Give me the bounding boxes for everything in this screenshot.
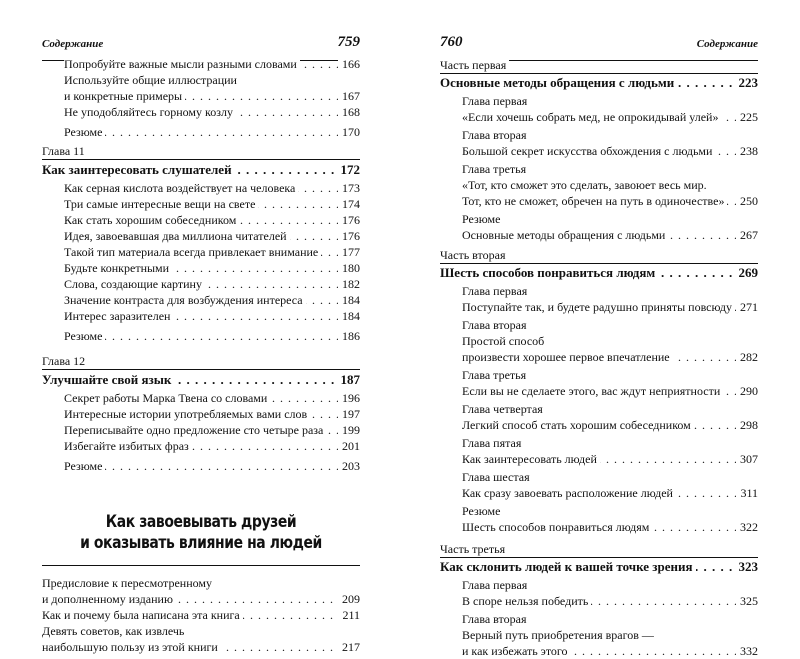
chapter-label: Глава вторая: [462, 127, 758, 143]
toc-entry: . . . Основные методы обращения с людьми 267: [462, 227, 758, 243]
right-page: [440, 0, 758, 658]
chapter-label: Глава шестая: [462, 469, 758, 485]
toc-entry: . . . Интересные истории употребляемых вами слов 197: [64, 406, 360, 422]
book-title-line1: Как завоевывать друзей: [105, 512, 297, 532]
toc-entry: . . . Резюме 170: [64, 124, 360, 140]
chapter-title: . . . Как заинтересовать слушателей 172: [42, 162, 360, 178]
divider: [42, 369, 360, 370]
chapter-label: Глава пятая: [462, 435, 758, 451]
toc-entry: . . . Как стать хорошим собеседником 176: [64, 212, 360, 228]
book-title-line2: и оказывать влияние на людей: [80, 533, 322, 553]
left-page: [42, 0, 360, 654]
toc-entry: . . . Легкий способ стать хорошим собеседником 298: [462, 417, 758, 433]
toc-entry: Предисловие к пересмотренному: [42, 575, 360, 591]
divider: [42, 159, 360, 160]
toc-entry: . . . Не уподобляйтесь горному козлу 168: [64, 104, 360, 120]
divider: [440, 73, 758, 74]
part-label: Часть вторая: [440, 247, 758, 263]
toc-entry: . . . Избегайте избитых фраз 201: [64, 438, 360, 454]
toc-entry: . . . Большой секрет искусства обхождения с людьми 238: [462, 143, 758, 159]
toc-entry: . . . Как серная кислота воздействует на человека 173: [64, 180, 360, 196]
chapter-label: Глава третья: [462, 161, 758, 177]
part-label: Часть первая: [440, 57, 758, 73]
divider: [440, 557, 758, 558]
toc-entry: Верный путь приобретения врагов —: [462, 627, 758, 643]
toc-entry: . . . и конкретные примеры 167: [64, 88, 360, 104]
toc-entry: . . . наибольшую пользу из этой книги 217: [42, 639, 360, 655]
toc-entry: . . . Идея, завоевавшая два миллиона читателей 176: [64, 228, 360, 244]
chapter-label: Резюме: [462, 503, 758, 519]
part-title: . . . Шесть способов понравиться людям 269: [440, 265, 758, 281]
divider: [440, 263, 758, 264]
chapter-label: Глава вторая: [462, 317, 758, 333]
part-title: . . . Как склонить людей к вашей точке зрения 323: [440, 559, 758, 575]
part-label: Часть третья: [440, 541, 758, 557]
chapter-title: . . . Улучшайте свой язык 187: [42, 372, 360, 388]
page-number: 760: [440, 34, 463, 50]
chapter-label: Глава вторая: [462, 611, 758, 627]
toc-entry: . . . Резюме 203: [64, 458, 360, 474]
toc-entry: . . . Резюме 186: [64, 328, 360, 344]
chapter-label: Резюме: [462, 211, 758, 227]
toc-entry: . . . Будьте конкретными 180: [64, 260, 360, 276]
chapter-label: Глава четвертая: [462, 401, 758, 417]
toc-entry: . . . Если вы не сделаете этого, вас ждут неприятности 290: [462, 383, 758, 399]
toc-entry: . . . Секрет работы Марка Твена со словами 196: [64, 390, 360, 406]
toc-entry: Простой способ: [462, 333, 758, 349]
toc-entry: . . . Как сразу завоевать расположение людей 311: [462, 485, 758, 501]
toc-entry: . . . Поступайте так, и будете радушно приняты повсюду 271: [462, 299, 758, 315]
toc-entry: . . . Слова, создающие картину 182: [64, 276, 360, 292]
toc-entry: . . . Интерес заразителен 184: [64, 308, 360, 324]
chapter-label: Глава 11: [42, 143, 360, 159]
chapter-label: Глава 12: [42, 353, 360, 369]
toc-entry: . . . и дополненному изданию 209: [42, 591, 360, 607]
toc-entry: . . . Тот, кто не сможет, обречен на путь в одиночестве» 250: [462, 193, 758, 209]
toc-entry: . . . Переписывайте одно предложение сто четыре раза 199: [64, 422, 360, 438]
toc-entry: . . . Три самые интересные вещи на свете 174: [64, 196, 360, 212]
toc-entry: . . . Шесть способов понравиться людям 322: [462, 519, 758, 535]
page-number: 759: [337, 34, 360, 50]
toc-entry: . . . Попробуйте важные мысли разными словами 166: [64, 56, 360, 72]
toc-entry: . . . «Если хочешь собрать мед, не опрокидывай улей» 225: [462, 109, 758, 125]
toc-entry: . . . Значение контраста для возбуждения интереса 184: [64, 292, 360, 308]
toc-entry: . . . произвести хорошее первое впечатление 282: [462, 349, 758, 365]
part-title: . . . Основные методы обращения с людьми 223: [440, 75, 758, 91]
toc-entry: . . . Как заинтересовать людей 307: [462, 451, 758, 467]
toc-entry: . . . Как и почему была написана эта книга 211: [42, 607, 360, 623]
chapter-label: Глава третья: [462, 367, 758, 383]
toc-entry: . . . Такой тип материала всегда привлекает внимание 177: [64, 244, 360, 260]
running-title: Содержание: [42, 38, 104, 50]
toc-entry: . . . В споре нельзя победить 325: [462, 593, 758, 609]
chapter-label: Глава первая: [462, 283, 758, 299]
toc-entry: «Тот, кто сможет это сделать, завоюет весь мир.: [462, 177, 758, 193]
toc-entry: . . . и как избежать этого 332: [462, 643, 758, 659]
running-title: Содержание: [696, 38, 758, 50]
toc-entry: Девять советов, как извлечь: [42, 623, 360, 639]
chapter-label: Глава первая: [462, 577, 758, 593]
divider: [42, 565, 360, 566]
toc-entry: Используйте общие иллюстрации: [64, 72, 360, 88]
chapter-label: Глава первая: [462, 93, 758, 109]
